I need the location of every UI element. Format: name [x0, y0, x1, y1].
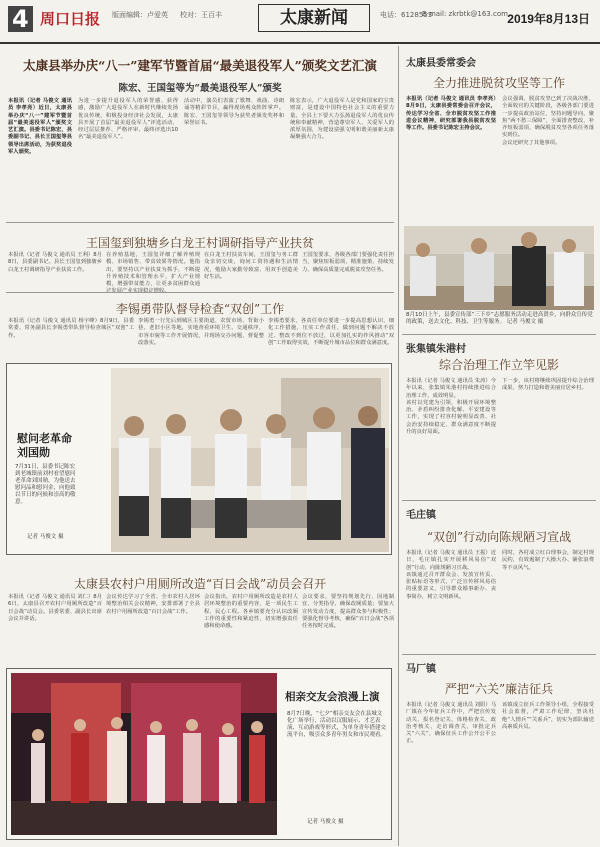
- right-mid-paragraph: 下一步，该村将继续巩固提升综合治理成果，努力打造和谐美丽宜居乡村。: [502, 378, 594, 392]
- li-paragraph: 李锡勇一行先后到城区主要街道、农贸市场、背街小巷、老旧小区等地，实地查看环境卫生、交通秩序、市容市貌等工作开展情况，并现场交办问题、督促整改落实。: [138, 318, 264, 346]
- lead-subhead: 陈宏、王国玺等为“最美退役军人”颁奖: [118, 83, 282, 94]
- right-low-headline: “双创”行动向陈规陋习宣战: [426, 530, 572, 544]
- lead-body-col-3: [184, 98, 284, 218]
- right-bottom-paragraph: 本报讯（记者 马俊文 通讯员 刘阳）马厂镇在今年征兵工作中，严把宣传发动关、报名登记关、体格检查关、政治考核关、走访调查关、审批定兵关“六关”，确保征兵工作公开公平公正。: [406, 702, 496, 745]
- story-divider: [6, 222, 394, 223]
- li-paragraph: 李锡勇要求，各责任单位要进一步提高思想认识，细化工作措施，压实工作责任，做到问题不解决不放过、整改不到位不放过，以更加扎实的作风推动“双创”工作取得实效，不断提升城市品位和群众满意度。: [268, 318, 394, 346]
- li-paragraph: 本报讯（记者 马俊文 通讯员 杨宇峰）8月9日，县委常委、常务副县长李锡勇带队督导检查城区“双创”工作。: [8, 318, 134, 339]
- show-credit: 记者 马俊文 摄: [307, 819, 344, 825]
- right-bottom-paragraph: 该镇成立征兵工作领导小组，全程接受社会监督，严肃工作纪律，坚决杜绝“人情兵”“关系兵”，切实为部队输送高素质兵员。: [502, 702, 594, 730]
- wang-body-col-2: [106, 252, 200, 288]
- right-photo-caption: 8月10日上午，县委宣传部“三下乡”志愿服务活动走进高贤乡，向群众宣传党的政策，送去文化、科技、卫生等服务。 记者 马俊文 摄: [406, 312, 593, 325]
- right-low-paragraph: 该镇通过召开群众会、发放宣传页、张贴标语等形式，广泛宣传移风易俗的重要意义，引导群众婚事新办、丧事简办，树立文明新风。: [406, 571, 496, 600]
- right-top-body-col-2: [502, 96, 594, 222]
- story-divider: [6, 292, 394, 293]
- toilet-body-col-1: [8, 594, 102, 664]
- wang-paragraph: 在白龙王村扶贫车间，王国玺与务工群众亲切交谈，询问工资待遇和生活情况，勉励大家勤劳致富、用双手创造美好生活。: [204, 252, 298, 280]
- wang-body-col-4: [302, 252, 394, 288]
- toilet-headline: 太康县农村户用厕所改造“百日会战”动员会召开: [73, 577, 327, 591]
- wang-body-col-3: [204, 252, 298, 288]
- show-caption: 8月7日晚，“七夕”相亲交友会在县城文化广场举行，活动以汉服展示、才艺表演、互动游戏等形式，为单身青年搭建交流平台，吸引众多青年男女和市民观看。: [287, 711, 387, 738]
- paper-name: 周口日报: [40, 10, 101, 28]
- editor-line: 版面编辑：卢爱英: [112, 11, 168, 19]
- page-number: 4: [8, 6, 33, 32]
- li-body-col-3: [268, 318, 394, 358]
- proof-line: 校对：王百丰: [180, 11, 222, 19]
- toilet-body-col-4: [302, 594, 394, 664]
- right-mid-paragraph: 该村以党建为引领，积极开展环境整治、矛盾纠纷排查化解、平安建设等工作，实现了村容村貌明显改善、社会治安持续稳定、群众满意度不断提升的良好局面。: [406, 399, 496, 436]
- right-low-paragraph: 同时，各村成立红白理事会，制定村规民约，有效遏制了大操大办、铺张浪费等不良风气。: [502, 550, 594, 571]
- lead-body-col-1: [8, 98, 72, 218]
- wang-headline: 王国玺到独塘乡白龙王村调研指导产业扶贫: [85, 236, 314, 250]
- visit-title: 慰问老革命刘国勋: [17, 432, 72, 459]
- lead-paragraph: 活动中，演员们表演了歌舞、戏曲、诗朗诵等精彩节目，赢得现场观众阵阵掌声。陈宏、王国玺等领导为获奖者颁发奖杯和荣誉证书。: [184, 98, 284, 126]
- lead-paragraph: 陈宏表示，广大退役军人是党和国家的宝贵财富，是建设中国特色社会主义的重要力量。全县上下要大力弘扬退役军人的优良传统和奉献精神，营造尊崇军人、关爱军人的浓厚氛围，为建设富强文明和谐美丽新太康凝聚强大合力。: [290, 98, 394, 141]
- show-photo-box: [6, 668, 392, 840]
- right-photo: [404, 226, 594, 310]
- right-low-body-col-2: [502, 550, 594, 650]
- right-mid-kicker: 张集镇朱港村: [406, 344, 466, 355]
- right-mid-paragraph: 本报讯（记者 马俊文 通讯员 朱涛）今年以来，张集镇朱港村持续推进综合治理工作，成效明显。: [406, 378, 496, 399]
- toilet-paragraph: 会议传达学习了全省、全市农村人居环境整治相关会议精神，安排部署了全县农村户用厕所改造“百日会战”工作。: [106, 594, 200, 615]
- right-top-body-col-1: [406, 96, 496, 222]
- right-top-paragraph: 会议还研究了其他事项。: [502, 139, 561, 146]
- right-top-paragraph: 会议强调，脱贫攻坚已到了决战决胜、全面收官的关键阶段，各级各部门要进一步提高政治站位，坚持问题导向，聚焦“两不愁三保障”，全面排查整改，补齐短板弱项，确保脱贫攻坚各项任务落实到位。: [502, 96, 594, 139]
- li-body-col-2: [138, 318, 264, 358]
- toilet-paragraph: 本报讯（记者 马俊文 通讯员 刘仁）8月6日，太康县召开农村户用厕所改造“百日会战”动员会。县委常委、副县长出席会议并讲话。: [8, 594, 102, 622]
- phone-line: 电话：6128553: [380, 11, 433, 19]
- right-mid-body-col-1: [406, 378, 496, 496]
- li-body-col-1: [8, 318, 134, 358]
- right-bottom-body-col-2: [502, 702, 594, 842]
- lead-headline: 太康县举办庆“八一”建军节暨首届“最美退役军人”颁奖文艺汇演: [23, 58, 377, 73]
- right-bottom-kicker: 马厂镇: [406, 664, 436, 675]
- show-title: 相亲交友会浪漫上演: [285, 691, 380, 703]
- right-top-kicker: 太康县委常委会: [406, 58, 476, 69]
- toilet-body-col-3: [204, 594, 298, 664]
- right-bottom-headline: 严把“六关”廉洁征兵: [444, 682, 554, 696]
- right-mid-headline: 综合治理工作立竿见影: [438, 358, 559, 372]
- visit-photo-box: [6, 363, 392, 555]
- wang-paragraph: 在养殖基地，王国玺详细了解养殖规模、市场销售、带贫效果等情况。他指出，要坚持以产业扶贫为抓手，不断提升养殖技术和管理水平，扩大产业规模，增强带贫能力，让更多贫困群众通: [106, 252, 200, 288]
- story-divider: [402, 654, 596, 655]
- right-low-kicker: 毛庄镇: [406, 510, 436, 521]
- toilet-paragraph: 会议指出，农村户用厕所改造是农村人居环境整治的重要内容，是一项民生工程、民心工程。各乡镇要充分认识改厕工作的重要性和紧迫性，切实增强责任感和使命感。: [204, 594, 298, 630]
- column-divider: [398, 46, 399, 846]
- wang-body-col-1: [8, 252, 102, 288]
- toilet-paragraph: 会议要求，要坚持规划先行、因地制宜、分类指导，确保改厕质量；要加大宣传发动力度，提高群众参与积极性；要强化督导考核，确保“百日会战”各项任务按时完成。: [302, 594, 394, 630]
- right-bottom-body-col-1: [406, 702, 496, 842]
- issue-date: 2019年8月13日: [507, 12, 590, 26]
- wang-paragraph: 本报讯（记者 马俊文 通讯员 王利）8月8日，县委副书记、县长王国玺到独塘乡白龙王村调研指导产业扶贫工作。: [8, 252, 102, 273]
- right-top-paragraph: 本报讯（记者 马俊文 通讯员 李孝亮）8月9日，太康县委常委会召开会议，传达学习全省、全市脱贫攻坚工作推进会议精神，研究部署我县脱贫攻坚等工作。县委书记陈宏主持会议。: [406, 96, 496, 132]
- section-name: 太康新闻: [258, 4, 370, 32]
- show-photo: [11, 673, 277, 835]
- lead-body-col-2: [78, 98, 178, 218]
- lead-paragraph: 为进一步提升退役军人的荣誉感、获得感，激励广大退役军人在新时代继续发扬优良传统，积极投身经济社会发展，太康县开展了首届“最美退役军人”评选活动，经过层层推荐、严格评审，最终评选出10名“最美退役军人”。: [78, 98, 178, 141]
- li-headline: 李锡勇带队督导检查“双创”工作: [115, 302, 285, 316]
- masthead: [0, 0, 600, 44]
- toilet-body-col-2: [106, 594, 200, 664]
- story-divider: [402, 334, 596, 335]
- story-divider: [402, 500, 596, 501]
- right-low-body-col-1: [406, 550, 496, 650]
- wang-paragraph: 王国玺要求，各级各部门要强化责任担当，聚焦短板弱项，精准施策、持续发力，确保高质量完成脱贫攻坚任务。: [302, 252, 394, 273]
- right-low-paragraph: 本报讯（记者 马俊文 通讯员 王振）近日，毛庄镇扎实开展移风易俗“双创”行动，向陈规陋习宣战。: [406, 550, 496, 571]
- email-line: E-mail: zkrbtk@163.com: [422, 10, 508, 18]
- lead-paragraph: 本报讯（记者 马俊文 通讯员 李孝亮）近日，太康县举办庆“八一”建军节暨首届“最美退役军人”颁奖文艺汇演。县委书记陈宏，县委副书记、县长王国玺等县领导出席活动，为获奖退役军人颁奖。: [8, 98, 72, 156]
- visit-caption: 7月31日，县委书记陈宏到老城镇前刘村看望慰问老革命刘国勋，为他送去慰问品和慰问金，向他致以节日的问候和崇高的敬意。: [15, 464, 76, 505]
- visit-photo: [111, 368, 389, 552]
- visit-credit: 记者 马俊文 摄: [27, 534, 64, 540]
- right-mid-body-col-2: [502, 378, 594, 496]
- lead-body-col-4: [290, 98, 394, 218]
- right-top-headline: 全力推进脱贫攻坚等工作: [432, 76, 565, 90]
